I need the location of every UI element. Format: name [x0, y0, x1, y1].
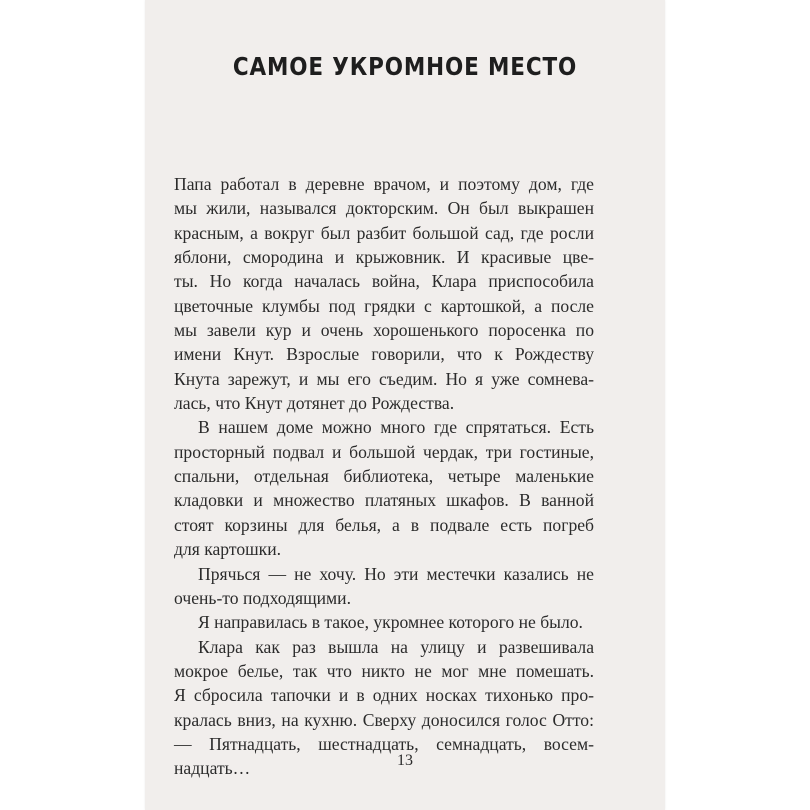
text-line: очень-то подходящими. — [174, 587, 351, 608]
book-page — [145, 0, 665, 810]
text-line: В нашем доме можно много где спрятаться. Есть — [198, 417, 594, 438]
text-line: лась, что Кнут дотянет до Рождества. — [174, 393, 455, 414]
text-line: Я направилась в такое, укромнее которого не было. — [198, 612, 583, 633]
text-line: мы завели кур и очень хорошенького поросенка по — [174, 320, 594, 341]
text-line: имени Кнут. Взрослые говорили, что к Рождеству — [174, 344, 594, 365]
text-line: Я сбросила тапочки и в одних носках тихонько про- — [174, 685, 594, 706]
chapter-title: САМОЕ УКРОМНОЕ МЕСТО — [232, 52, 578, 81]
text-line: стоят корзины для белья, а в подвале есть погреб — [174, 514, 594, 535]
body-text — [174, 172, 594, 781]
page-number: 13 — [397, 752, 413, 769]
text-line: красным, а вокруг был разбит большой сад, где росли — [174, 222, 594, 243]
text-line: кралась вниз, на кухню. Сверху доносился голос Отто: — [174, 709, 594, 730]
text-line: мокрое белье, так что никто не мог мне помешать. — [174, 660, 594, 681]
text-line: просторный подвал и большой чердак, три гостиные, — [174, 441, 594, 462]
text-line: — Пятнадцать, шестнадцать, семнадцать, восем- — [174, 733, 594, 754]
text-line: кладовки и множество платяных шкафов. В ванной — [174, 490, 594, 511]
text-line: Кнута зарежут, и мы его съедим. Но я уже сомнева- — [174, 368, 594, 389]
text-line: Клара как раз вышла на улицу и развешивала — [198, 636, 594, 657]
text-line: Папа работал в деревне врачом, и поэтому дом, где — [174, 174, 594, 194]
text-line: ты. Но когда началась война, Клара приспособила — [174, 271, 594, 292]
text-line: для картошки. — [174, 539, 282, 560]
text-line: цветочные клумбы под грядки с картошкой, а после — [174, 295, 594, 316]
text-line: Прячься — не хочу. Но эти местечки казались не — [198, 563, 594, 584]
text-line: спальни, отдельная библиотека, четыре маленькие — [174, 466, 594, 487]
text-line: мы жили, назывался докторским. Он был выкрашен — [174, 198, 594, 219]
text-line: яблони, смородина и крыжовник. И красивые цве- — [174, 247, 594, 268]
text-line: надцать… — [174, 758, 251, 779]
